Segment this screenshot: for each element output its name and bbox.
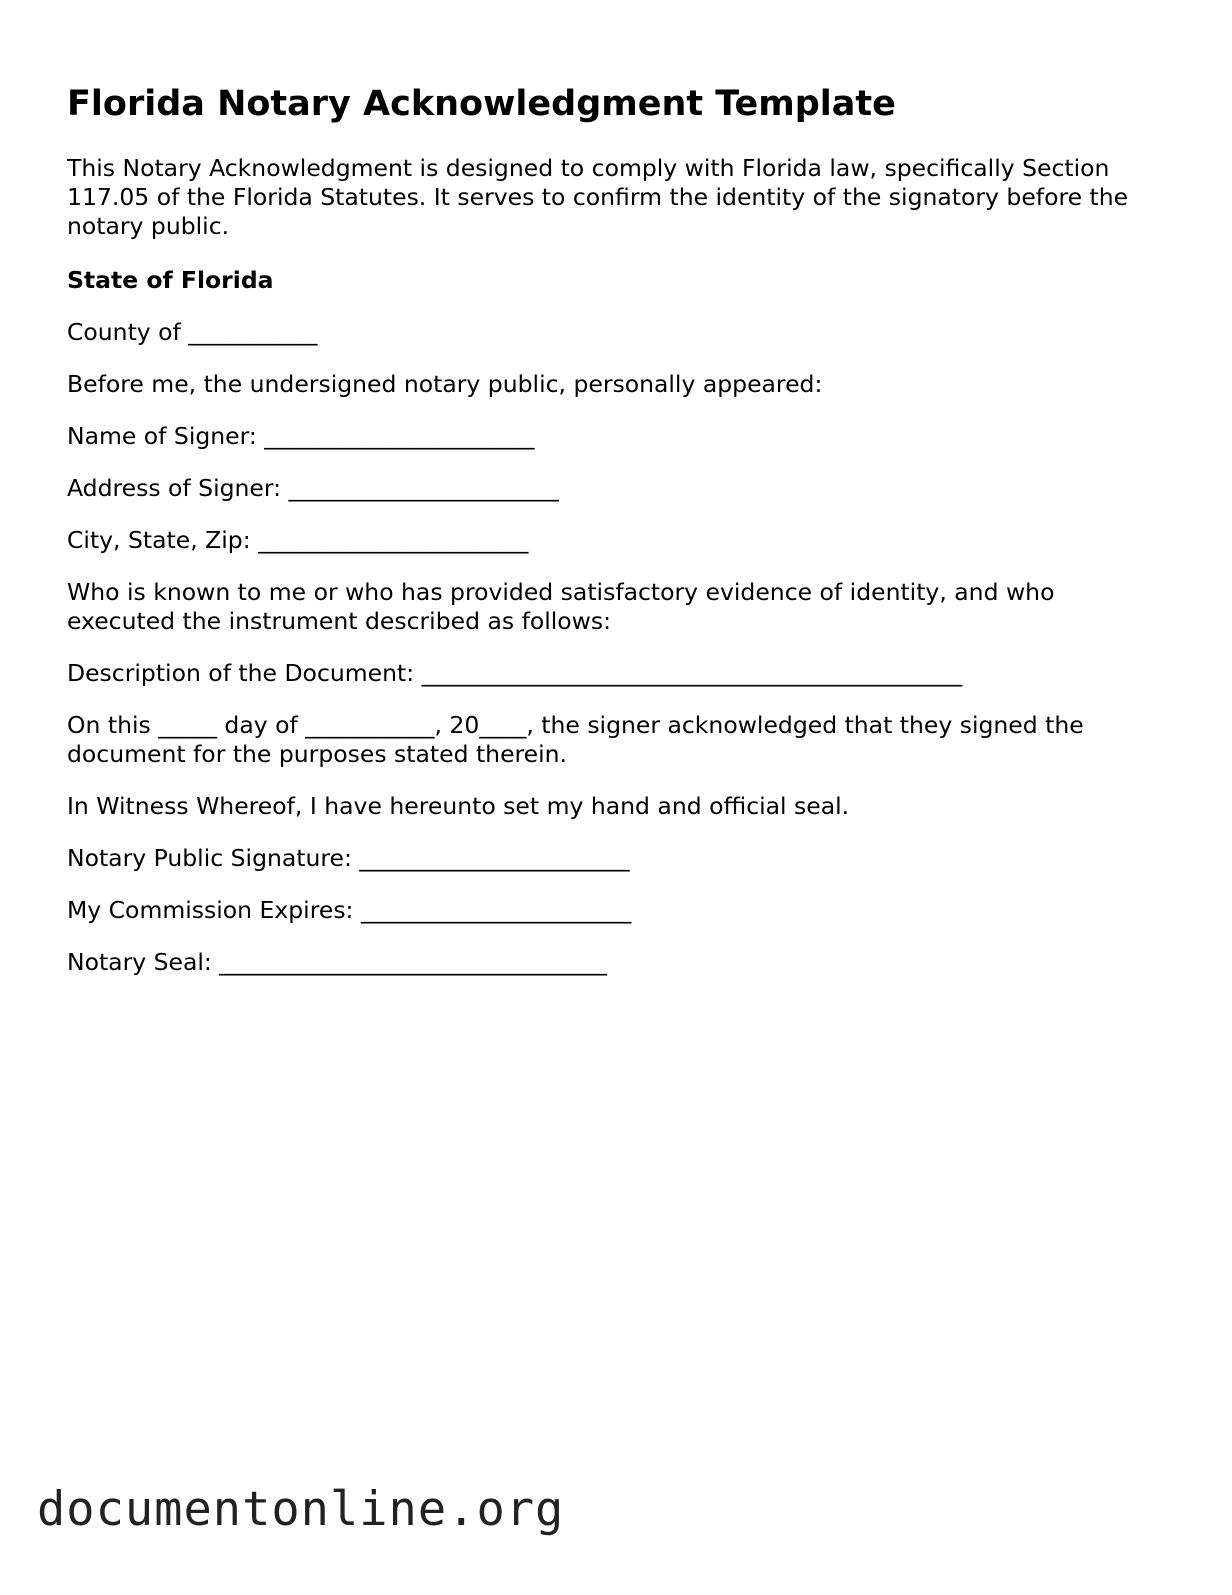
- state-heading: State of Florida: [67, 266, 274, 294]
- before-me-paragraph: Before me, the undersigned notary public, personally appeared:: [67, 370, 823, 398]
- acknowledgment-date-paragraph: On this _____ day of ___________, 20____, the signer acknowledged that they signed the document for the purposes stated therein.: [67, 711, 1084, 768]
- commission-expires-line: My Commission Expires: _______________________: [67, 896, 632, 924]
- city-state-zip-line: City, State, Zip: _______________________: [67, 526, 529, 554]
- document-page: [67, 78, 1167, 977]
- county-line: County of ___________: [67, 318, 318, 346]
- watermark: documentonline.org: [37, 1482, 565, 1537]
- notary-seal-line: Notary Seal: _________________________________: [67, 948, 608, 976]
- address-of-signer-line: Address of Signer: _______________________: [67, 474, 559, 502]
- notary-signature-line: Notary Public Signature: _______________________: [67, 844, 630, 872]
- name-of-signer-line: Name of Signer: _______________________: [67, 422, 535, 450]
- witness-paragraph: In Witness Whereof, I have hereunto set my hand and official seal.: [67, 792, 850, 820]
- document-description-line: Description of the Document: ______________________________________________: [67, 659, 963, 687]
- document-title: Florida Notary Acknowledgment Template: [67, 84, 896, 124]
- known-to-me-paragraph: Who is known to me or who has provided satisfactory evidence of identity, and who executed the instrument described as follows:: [67, 578, 1055, 635]
- intro-paragraph: This Notary Acknowledgment is designed to comply with Florida law, specifically Section 117.05 of the Florida Statutes. It serves to confirm the identity of the signatory before the notary public.: [67, 154, 1129, 240]
